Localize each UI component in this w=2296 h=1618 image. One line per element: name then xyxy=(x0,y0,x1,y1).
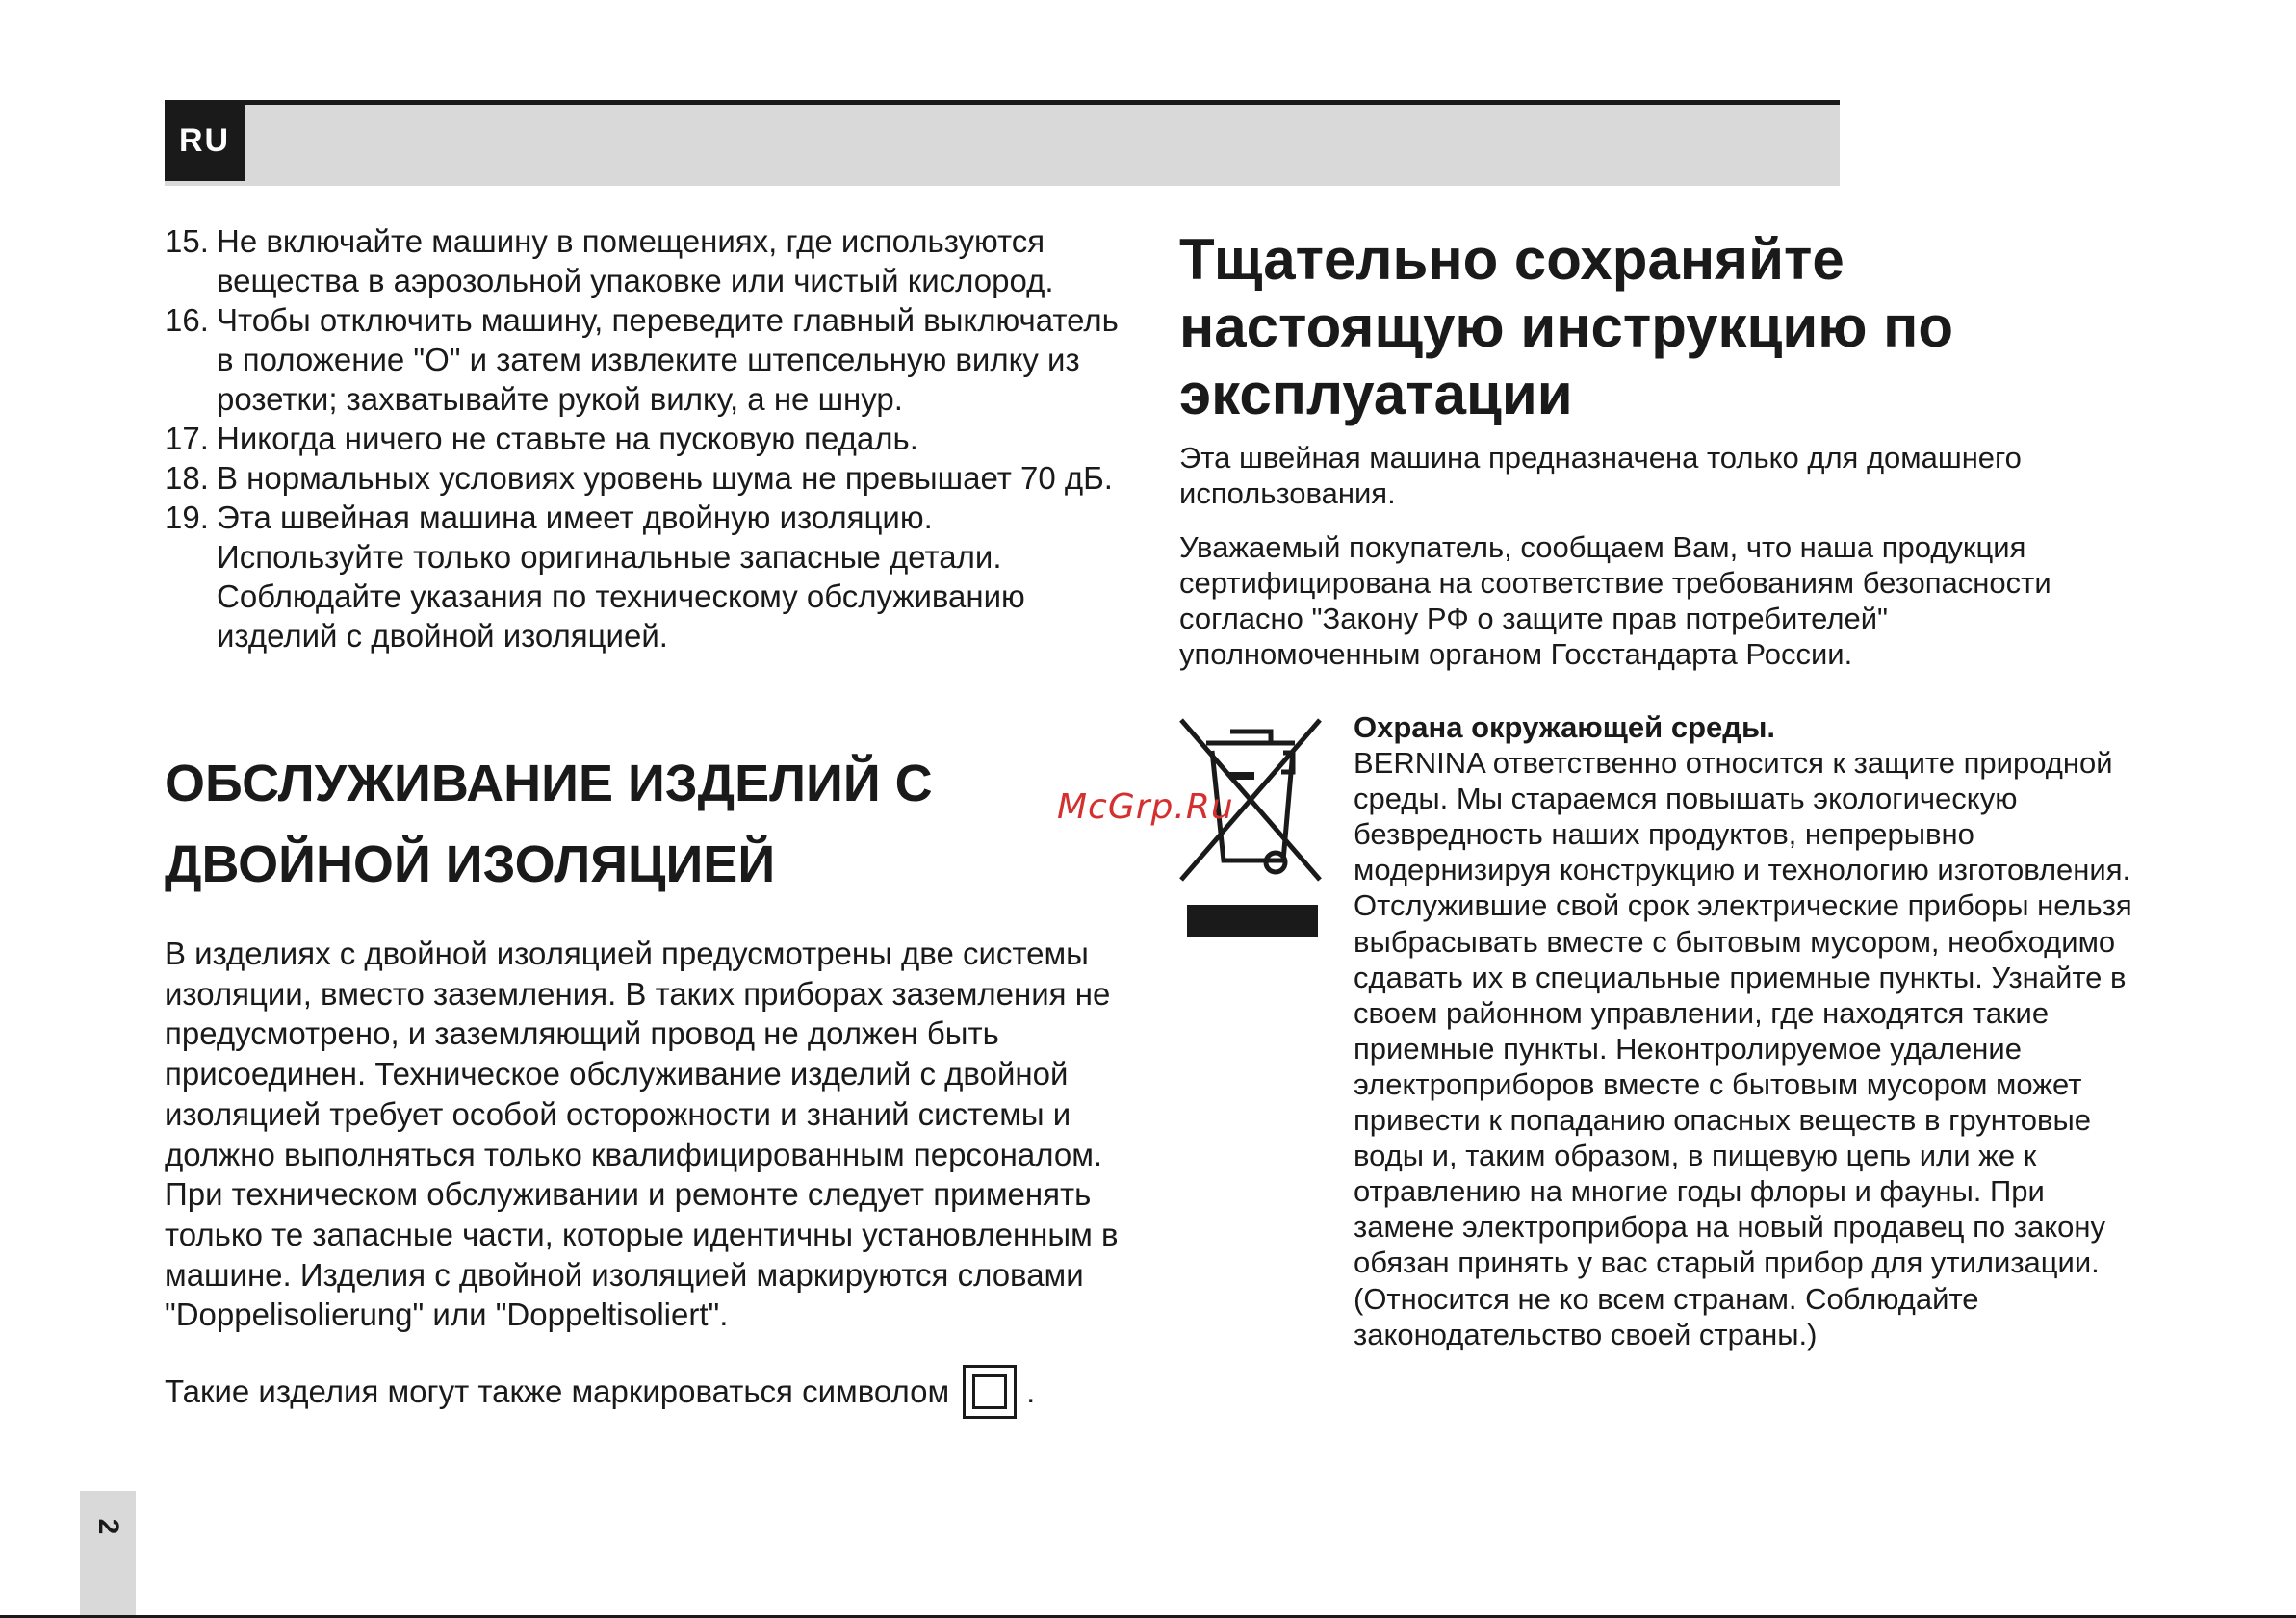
double-insulation-heading: ОБСЛУЖИВАНИЕ ИЗДЕЛИЙ С ДВОЙНОЙ ИЗОЛЯЦИЕЙ xyxy=(165,755,933,893)
keep-instructions-heading: Тщательно сохраняйте настоящую инструкцию по эксплуатации xyxy=(1179,227,1954,426)
symbol-note-period: . xyxy=(1026,1374,1036,1409)
watermark: McGrp.Ru xyxy=(1057,787,1234,827)
list-item-text: Чтобы отключить машину, переведите главный выключатель в положение "О" и затем извлеките штепсельную вилку из розетки; захватывайте рукой вилку, а не шнур. xyxy=(217,302,1119,417)
header-bar xyxy=(165,100,1840,186)
environment-title: Охрана окружающей среды. xyxy=(1354,710,1776,744)
list-item-number: 16. xyxy=(165,302,209,338)
safety-list xyxy=(165,221,1127,655)
list-item-number: 15. xyxy=(165,223,209,259)
safety-list-section xyxy=(165,221,1127,655)
list-item-text: Эта швейная машина имеет двойную изоляцию. Используйте только оригинальные запасные детали. Соблюдайте указания по техническому обслуживанию изделий с двойной изоляцией. xyxy=(217,500,1025,654)
page-number: 2 xyxy=(92,1518,124,1535)
list-item xyxy=(165,300,1127,419)
symbol-note xyxy=(165,1365,1127,1419)
list-item xyxy=(165,498,1127,655)
list-item-text: Никогда ничего не ставьте на пусковую педаль. xyxy=(217,421,918,456)
list-item xyxy=(165,419,1127,458)
list-item-number: 18. xyxy=(165,460,209,496)
list-item-text: Не включайте машину в помещениях, где используются вещества в аэрозольной упаковке или чистый кислород. xyxy=(217,223,1054,298)
double-insulation-paragraph: В изделиях с двойной изоляцией предусмотрены две системы изоляции, вместо заземления. В таких приборах заземления не предусмотрено, и заземляющий провод не должен быть присоединен. Техническое обслуживание изделий с двойной изоляцией требует особой осторожности и знаний системы и должно выполняться только квалифицированным персоналом. При техническом обслуживании и ремонте следует применять только те запасные части, которые идентичны установленным в машине. Изделия с двойной изоляцией маркируются словами "Doppelisolierung" или "Doppeltisoliert". xyxy=(165,936,1119,1333)
list-item-text: В нормальных условиях уровень шума не превышает 70 дБ. xyxy=(217,460,1113,496)
environment-section xyxy=(1354,709,2143,1352)
symbol-note-text: Такие изделия могут также маркироваться символом xyxy=(165,1374,950,1409)
list-item xyxy=(165,458,1127,498)
household-use-paragraph: Эта швейная машина предназначена только для домашнего использования. xyxy=(1179,441,2022,510)
language-badge: RU xyxy=(165,100,245,181)
list-item xyxy=(165,221,1127,300)
list-item-number: 17. xyxy=(165,421,209,456)
double-square-icon xyxy=(963,1365,1017,1419)
environment-text: BERNINA ответственно относится к защите природной среды. Мы стараемся повышать экологическую безвредность наших продуктов, непрерывно модернизируя конструкцию и технологию изготовления. Отслужившие свой срок электрические приборы нельзя выбрасывать вместе с бытовым мусором, необходимо сдавать их в специальные приемные пункты. Узнайте в своем районном управлении, где находятся такие приемные пункты. Неконтролируемое удаление электроприборов вместе с бытовым мусором может привести к попаданию опасных веществ в грунтовые воды и, таким образом, в пищевую цепь или же к отравлению на многие годы флоры и фауны. При замене электроприбора на новый продавец по закону обязан принять у вас старый прибор для утилизации. (Относится не ко всем странам. Соблюдайте законодательство своей страны.) xyxy=(1354,746,2132,1351)
certification-paragraph: Уважаемый покупатель, сообщаем Вам, что наша продукция сертифицирована на соответствие требованиям безопасности согласно "Закону РФ о защите прав потребителей" уполномоченным органом Госстандарта России. xyxy=(1179,530,2051,671)
list-item-number: 19. xyxy=(165,500,209,535)
